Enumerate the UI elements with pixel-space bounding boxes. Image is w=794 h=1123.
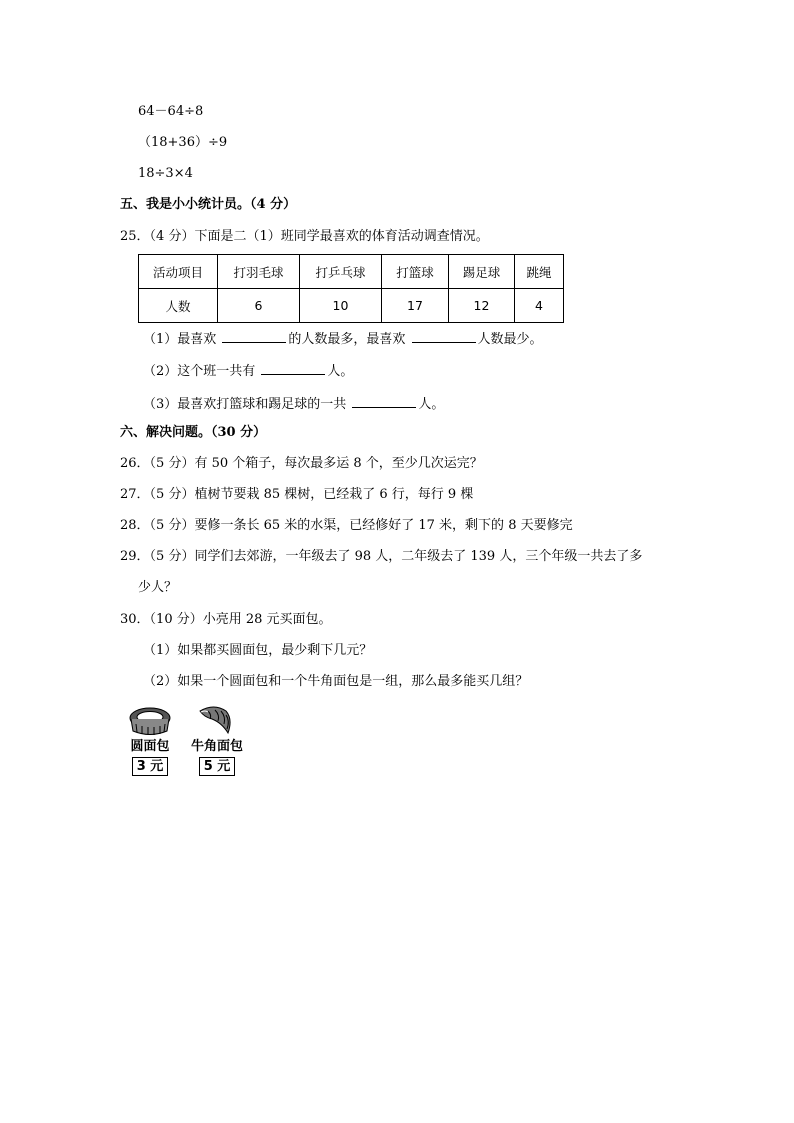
question-25-stem: 25．（4 分）下面是二（1）班同学最喜欢的体育活动调查情况。 <box>120 229 489 244</box>
question-30-sub-2: （2）如果一个圆面包和一个牛角面包是一组，那么最多能买几组？ <box>143 674 529 689</box>
answer-blank[interactable] <box>352 395 416 408</box>
answer-blank[interactable] <box>261 362 325 375</box>
calc-line-3: 18÷3×4 <box>138 166 193 181</box>
question-29-line-2: 少人？ <box>138 580 178 595</box>
table-cell: 打羽毛球 <box>218 255 300 289</box>
table-cell: 4 <box>515 289 564 323</box>
answer-blank[interactable] <box>222 330 286 343</box>
bread-name: 圆面包 <box>130 739 170 754</box>
question-26: 26．（5 分）有 50 个箱子，每次最多运 8 个，至少几次运完？ <box>120 456 483 471</box>
table-cell: 打篮球 <box>382 255 449 289</box>
question-30-stem: 30．（10 分）小亮用 28 元买面包。 <box>120 612 332 627</box>
table-cell: 17 <box>382 289 449 323</box>
survey-table <box>138 254 564 323</box>
question-25-sub-1 <box>143 330 543 348</box>
round-bread-label <box>122 739 178 776</box>
question-28: 28．（5 分）要修一条长 65 米的水渠，已经修好了 17 米，剩下的 8 天要修完 <box>120 518 573 533</box>
calc-line-1: 64－64÷8 <box>138 104 204 119</box>
sub-1-text-c: 人数最少。 <box>477 332 543 347</box>
table-row <box>139 289 564 323</box>
calc-line-2: （18+36）÷9 <box>138 135 228 150</box>
table-cell: 12 <box>449 289 515 323</box>
price-tag: 3 元 <box>132 757 169 776</box>
table-header-row <box>139 255 564 289</box>
sub-1-text-a: （1）最喜欢 <box>143 332 221 347</box>
section-6-heading: 六、解决问题。（30 分） <box>120 425 267 440</box>
answer-blank[interactable] <box>412 330 476 343</box>
croissant-icon <box>196 703 236 737</box>
sub-2-text-b: 人。 <box>327 364 354 379</box>
table-cell: 10 <box>300 289 382 323</box>
question-25-sub-3 <box>143 395 444 413</box>
table-cell: 跳绳 <box>515 255 564 289</box>
price-tag: 5 元 <box>199 757 236 776</box>
table-cell: 活动项目 <box>139 255 218 289</box>
section-5-heading: 五、我是小小统计员。（4 分） <box>120 197 297 212</box>
table-cell: 踢足球 <box>449 255 515 289</box>
table-cell: 人数 <box>139 289 218 323</box>
sub-2-text-a: （2）这个班一共有 <box>143 364 260 379</box>
bread-name: 牛角面包 <box>190 739 243 754</box>
croissant-label <box>186 739 248 776</box>
question-30-sub-1: （1）如果都买圆面包，最少剩下几元？ <box>143 643 373 658</box>
sub-3-text-b: 人。 <box>418 397 445 412</box>
table-cell: 6 <box>218 289 300 323</box>
sub-3-text-a: （3）最喜欢打篮球和踢足球的一共 <box>143 397 351 412</box>
question-27: 27．（5 分）植树节要栽 85 棵树，已经栽了 6 行，每行 9 棵 <box>120 487 474 502</box>
round-bread-icon <box>127 705 173 739</box>
sub-1-text-b: 的人数最多，最喜欢 <box>288 332 410 347</box>
question-25-sub-2 <box>143 362 353 380</box>
table-cell: 打乒乓球 <box>300 255 382 289</box>
question-29-line-1: 29．（5 分）同学们去郊游，一年级去了 98 人，二年级去了 139 人，三个年级一共去了多 <box>120 549 643 564</box>
